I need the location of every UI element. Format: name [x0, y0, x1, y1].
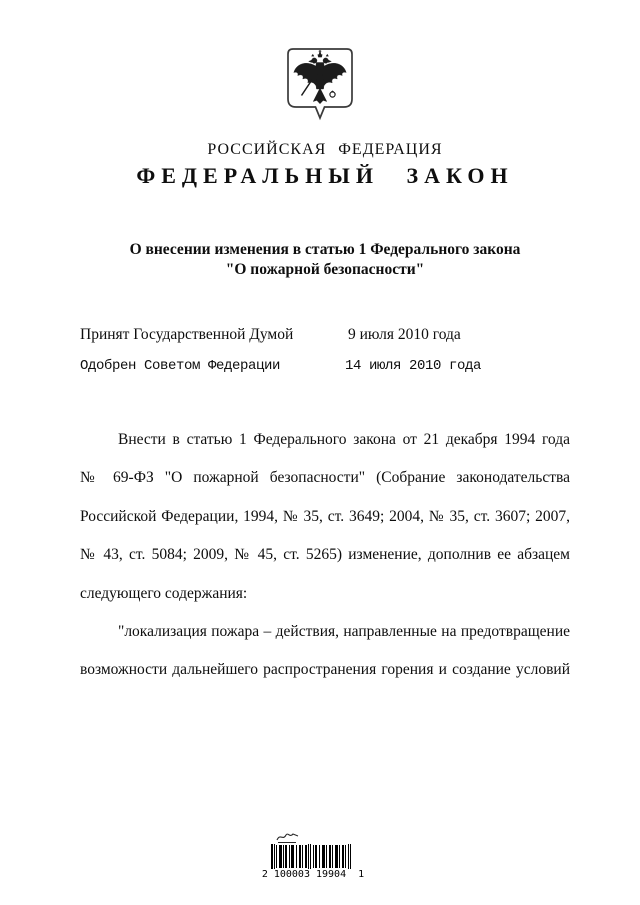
body-line: Внести в статью 1 Федерального закона от 21 декабря 1994 года — [118, 431, 570, 448]
adopted-label: Принят Государственной Думой — [80, 326, 294, 343]
barcode-digits: 2 100003 19904 1 — [261, 869, 365, 880]
law-body-text — [80, 421, 570, 690]
handwritten-mark — [275, 831, 301, 845]
document-type-title: ФЕДЕРАЛЬНЫЙ ЗАКОН — [136, 163, 514, 188]
adoption-block — [80, 326, 570, 390]
country-title: РОССИЙСКАЯ ФЕДЕРАЦИЯ — [207, 141, 443, 158]
body-line: "локализация пожара – действия, направленные на предотвращение — [118, 623, 570, 641]
body-line: возможности дальнейшего распространения горения и создание условий — [80, 661, 570, 679]
law-title-line2: "О пожарной безопасности" — [225, 261, 425, 278]
law-title — [80, 240, 570, 280]
body-line: следующего содержания: — [80, 584, 248, 602]
adopted-date: 9 июля 2010 года — [348, 326, 461, 343]
law-title-line1: О внесении изменения в статью 1 Федерального закона — [129, 241, 521, 258]
body-line: № 43, ст. 5084; 2009, № 45, ст. 5265) изменение, дополнив ее абзацем — [80, 546, 570, 564]
approved-label: Одобрен Советом Федерации — [80, 358, 281, 374]
barcode — [271, 844, 351, 869]
body-line: Российской Федерации, 1994, № 35, ст. 3649; 2004, № 35, ст. 3607; 2007, — [80, 507, 570, 525]
body-line: № 69-ФЗ "О пожарной безопасности" (Собрание законодательства — [80, 469, 570, 487]
russia-coat-of-arms-icon — [287, 48, 353, 126]
adopted-row — [80, 326, 570, 358]
double-headed-eagle-emblem — [287, 48, 353, 126]
approved-row — [80, 358, 570, 390]
approved-date: 14 июля 2010 года — [345, 358, 482, 374]
